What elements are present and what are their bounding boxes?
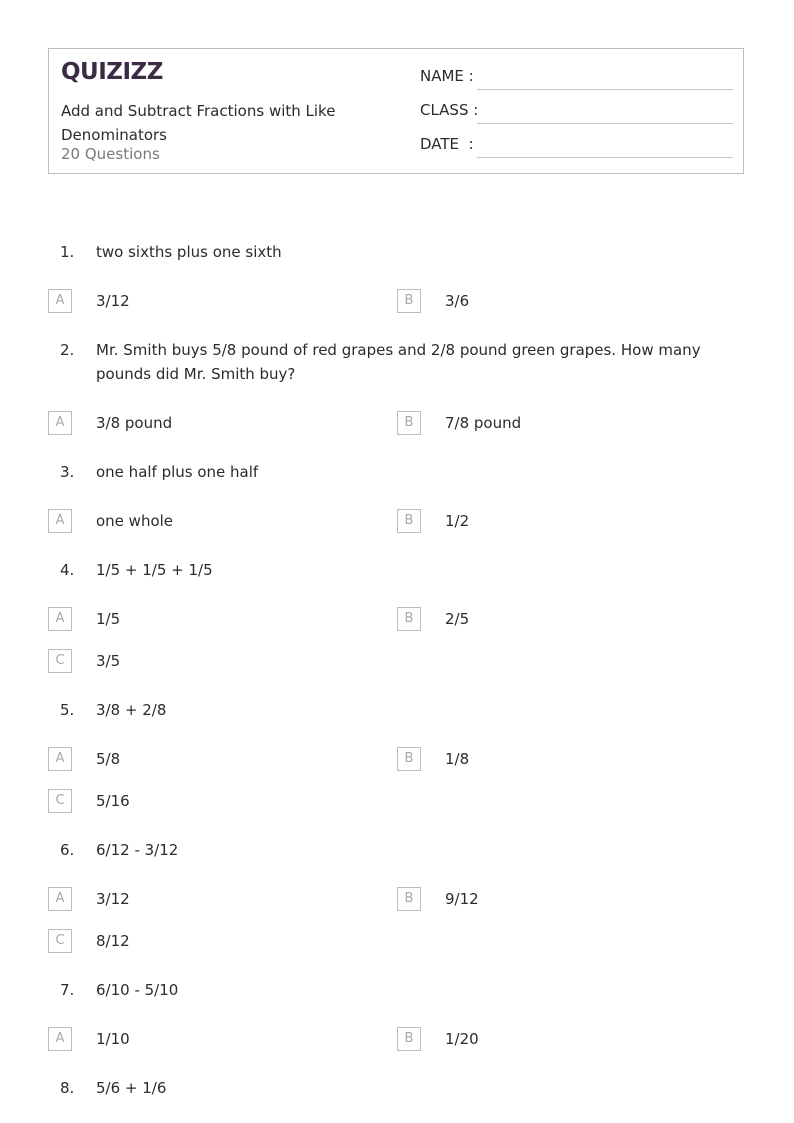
option-letter-box[interactable]: B	[397, 509, 421, 533]
option-letter-box[interactable]: B	[397, 411, 421, 435]
option-text: 1/5	[96, 610, 121, 628]
question-number: 4.	[60, 561, 75, 579]
question-number: 8.	[60, 1079, 75, 1097]
question-text: 6/12 - 3/12	[96, 841, 179, 859]
option-text: 1/20	[445, 1030, 479, 1048]
class-line[interactable]	[477, 123, 733, 124]
option-letter-box[interactable]: C	[48, 929, 72, 953]
option-letter-box[interactable]: A	[48, 887, 72, 911]
option-text: one whole	[96, 512, 174, 530]
option-text: 3/12	[96, 890, 130, 908]
question-number: 5.	[60, 701, 75, 719]
option-letter-box[interactable]: A	[48, 411, 72, 435]
option-text: 1/10	[96, 1030, 130, 1048]
option-text: 2/5	[445, 610, 470, 628]
option-letter-box[interactable]: B	[397, 747, 421, 771]
question-number: 1.	[60, 243, 75, 261]
question-text: 5/6 + 1/6	[96, 1079, 167, 1097]
option-text: 8/12	[96, 932, 130, 950]
question-count: 20 Questions	[61, 145, 160, 163]
option-text: 7/8 pound	[445, 414, 522, 432]
question-text: 1/5 + 1/5 + 1/5	[96, 561, 213, 579]
worksheet-header	[48, 48, 744, 174]
question-number: 6.	[60, 841, 75, 859]
option-letter-box[interactable]: B	[397, 1027, 421, 1051]
option-letter-box[interactable]: A	[48, 1027, 72, 1051]
option-text: 3/6	[445, 292, 470, 310]
question-text: Mr. Smith buys 5/8 pound of red grapes and 2/8 pound green grapes. How many pounds did Mr. Smith buy?	[96, 341, 701, 383]
option-text: 1/8	[445, 750, 470, 768]
option-text: 3/5	[96, 652, 121, 670]
option-text: 5/16	[96, 792, 130, 810]
name-label: NAME :	[420, 67, 474, 85]
class-field	[420, 101, 478, 125]
question-text: 6/10 - 5/10	[96, 981, 179, 999]
option-text: 9/12	[445, 890, 479, 908]
option-text: 1/2	[445, 512, 470, 530]
option-letter-box[interactable]: B	[397, 887, 421, 911]
option-letter-box[interactable]: A	[48, 747, 72, 771]
quizizz-logo: QUIZIZZ	[61, 59, 163, 85]
option-text: 3/12	[96, 292, 130, 310]
name-line[interactable]	[477, 89, 733, 90]
name-field	[420, 67, 474, 91]
option-text: 3/8 pound	[96, 414, 173, 432]
question-number: 2.	[60, 341, 75, 359]
class-label: CLASS :	[420, 101, 479, 119]
question-number: 7.	[60, 981, 75, 999]
option-letter-box[interactable]: C	[48, 649, 72, 673]
question-text: two sixths plus one sixth	[96, 243, 282, 261]
option-letter-box[interactable]: B	[397, 289, 421, 313]
question-text: one half plus one half	[96, 463, 259, 481]
option-letter-box[interactable]: B	[397, 607, 421, 631]
question-number: 3.	[60, 463, 75, 481]
option-letter-box[interactable]: C	[48, 789, 72, 813]
option-letter-box[interactable]: A	[48, 509, 72, 533]
date-label: DATE :	[420, 135, 474, 153]
date-field	[420, 135, 474, 159]
date-line[interactable]	[477, 157, 733, 158]
worksheet-title: Add and Subtract Fractions with Like Denominators	[61, 102, 336, 144]
option-letter-box[interactable]: A	[48, 289, 72, 313]
option-text: 5/8	[96, 750, 121, 768]
option-letter-box[interactable]: A	[48, 607, 72, 631]
question-text: 3/8 + 2/8	[96, 701, 167, 719]
